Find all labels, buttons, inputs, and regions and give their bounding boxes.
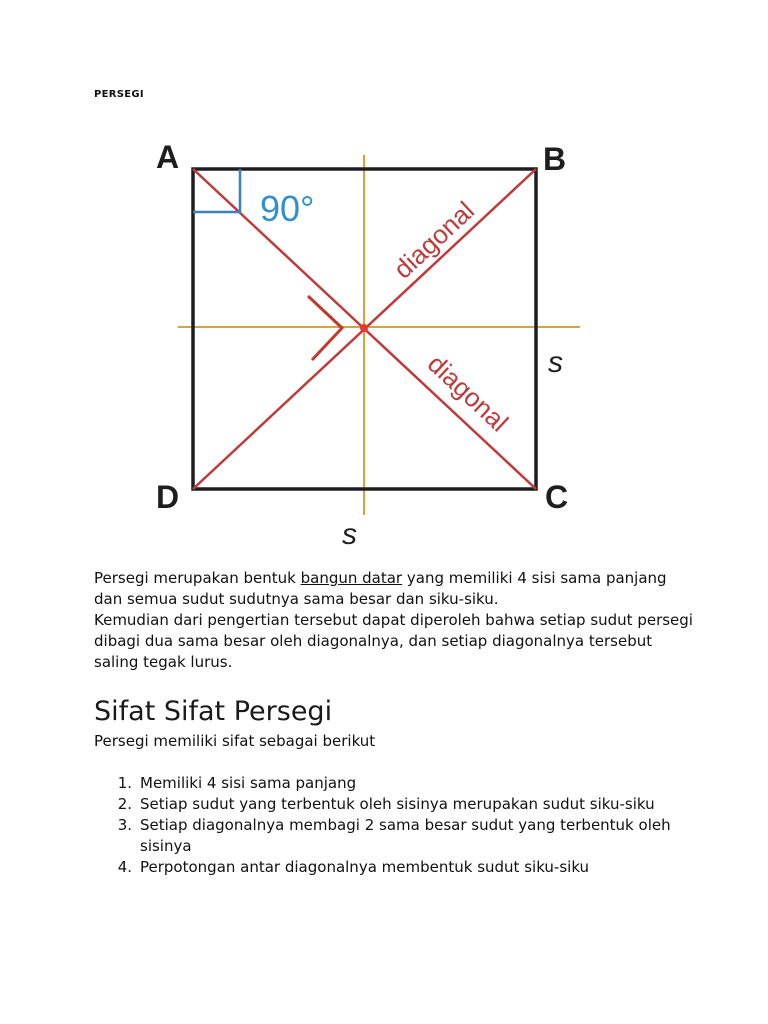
list-item bbox=[94, 794, 694, 815]
section-intro: Persegi memiliki sifat sebagai berikut bbox=[94, 732, 376, 750]
center-point bbox=[360, 324, 368, 332]
list-item-number: 3. bbox=[117, 816, 132, 834]
list-item-text: Perpotongan antar diagonalnya membentuk sudut siku-siku bbox=[140, 858, 590, 876]
list-item-number: 1. bbox=[117, 774, 132, 792]
list-item-text: Setiap sudut yang terbentuk oleh sisinya merupakan sudut siku-siku bbox=[140, 795, 655, 813]
vertex-label-b: B bbox=[543, 141, 567, 177]
side-label-right: s bbox=[548, 346, 563, 379]
definition-text-start: Persegi merupakan bentuk bbox=[94, 569, 301, 587]
definition-line-2: Kemudian dari pengertian tersebut dapat diperoleh bahwa setiap sudut persegi dibagi dua sama besar oleh diagonalnya, dan setiap diagonalnya tersebut saling tegak lurus. bbox=[94, 611, 693, 671]
page-label: PERSEGI bbox=[94, 89, 144, 100]
square-diagram-svg bbox=[150, 130, 590, 550]
square-diagram bbox=[150, 130, 590, 550]
section-heading: Sifat Sifat Persegi bbox=[94, 696, 333, 727]
list-item-number: 4. bbox=[117, 858, 132, 876]
angle-label: 90° bbox=[260, 188, 315, 229]
side-label-bottom: s bbox=[342, 518, 357, 550]
list-item bbox=[94, 815, 694, 857]
list-item-text: Memiliki 4 sisi sama panjang bbox=[140, 774, 357, 792]
list-item-text: Setiap diagonalnya membagi 2 sama besar sudut yang terbentuk oleh sisinya bbox=[140, 816, 671, 855]
definition-line-1 bbox=[94, 568, 694, 610]
properties-list bbox=[94, 773, 694, 878]
definition-text-end: yang memiliki 4 sisi sama panjang dan semua sudut sudutnya sama besar dan siku-siku. bbox=[94, 569, 667, 608]
list-item-number: 2. bbox=[117, 795, 132, 813]
definition-paragraph bbox=[94, 568, 694, 673]
vertex-label-a: A bbox=[156, 139, 180, 175]
vertex-label-d: D bbox=[156, 479, 180, 515]
diagonal-label-upper: diagonal bbox=[387, 195, 480, 285]
bangun-datar-link[interactable]: bangun datar bbox=[300, 569, 403, 587]
vertex-label-c: C bbox=[545, 479, 569, 515]
diagonal-label-lower: diagonal bbox=[421, 348, 515, 438]
list-item bbox=[94, 857, 694, 878]
list-item bbox=[94, 773, 694, 794]
